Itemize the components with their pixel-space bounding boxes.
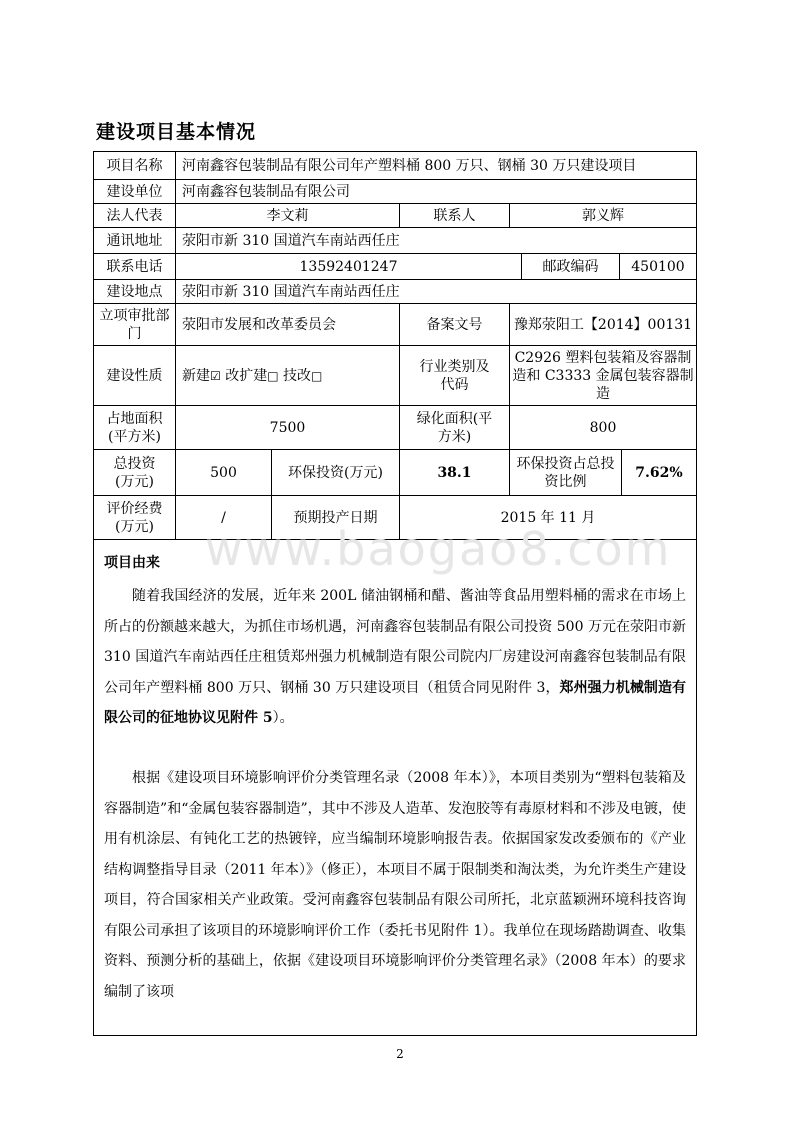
invest-label: 总投资(万元): [94, 450, 176, 496]
legal-value: 李文莉: [176, 204, 400, 228]
area-value: 7500: [176, 406, 400, 450]
filing-value: 豫郑荥阳工【2014】00131: [510, 304, 696, 346]
address-value: 荥阳市新 310 国道汽车南站西任庄: [176, 228, 696, 254]
paragraph-1-bold: 郑州强力机械制造有限公司的征地协议见附件 5: [104, 679, 686, 726]
approval-value: 荥阳市发展和改革委员会: [176, 304, 400, 346]
paragraph-2: 根据《建设项目环境影响评价分类管理名录（2008 年本）》，本项目类别为“塑料包装箱及容器制造”和“金属包装容器制造”，其中不涉及人造革、发泡胶等有毒原材料和不涉及电镀，使用有机涂层、有钝化工艺的热镀锌，应当编制环境影响报告表。依据国家发改委颁布的《产业结构调整指导目录（2011 年本）》（修正），本项目不属于限制类和淘汰类，为允许类生产建设项目，符合国家相关产业政策。受河南鑫容包装制品有限公司所托，北京蓝颖洲环境科技咨询有限公司承担了该项目的环境影响评价工作（委托书见附件 1）。我单位在现场踏勘调查、收集资料、预测分析的基础上，依据《建设项目环境影响评价分类管理名录》（2008 年本）的要求编制了该项: [104, 770, 686, 1000]
fee-label: 评价经费(万元): [94, 496, 176, 540]
phone-value: 13592401247: [176, 254, 522, 280]
green-value: 800: [510, 406, 696, 450]
legal-label: 法人代表: [94, 204, 176, 228]
env-invest-label: 环保投资(万元): [272, 450, 400, 496]
nature-value: [176, 346, 400, 406]
watermark: www.baogao8.com: [205, 522, 672, 576]
project-name-value: 河南鑫容包装制品有限公司年产塑料桶 800 万只、钢桶 30 万只建设项目: [176, 152, 696, 180]
nature-new: 新建: [182, 367, 210, 384]
green-label: 绿化面积(平方米): [400, 406, 510, 450]
paragraph-1: [104, 581, 686, 734]
contact-value: 郭义辉: [510, 204, 696, 228]
paragraph-1-text: 随着我国经济的发展，近年来 200L 储油钢桶和醋、酱油等食品用塑料桶的需求在市场上所占的份额越来越大，为抓住市场机遇，河南鑫容包装制品有限公司投资 500 万元在荥阳市新 310 国道汽车南站西任庄租赁郑州强力机械制造有限公司院内厂房建设河南鑫容包装制品有限公司年产塑料桶 800 万只、钢桶 30 万只建设项目（租赁合同见附件 3，: [104, 588, 686, 696]
unchecked-box-icon: □: [267, 368, 279, 383]
fee-value: /: [176, 496, 272, 540]
address-label: 通讯地址: [94, 228, 176, 254]
unit-value: 河南鑫容包装制品有限公司: [176, 180, 696, 204]
page-title: 建设项目基本情况: [96, 121, 257, 143]
area-label: 占地面积(平方米): [94, 406, 176, 450]
nature-expand: 改扩建: [225, 367, 268, 384]
contact-label: 联系人: [400, 204, 510, 228]
phone-label: 联系电话: [94, 254, 176, 280]
date-value: 2015 年 11 月: [400, 496, 696, 540]
postcode-label: 邮政编码: [522, 254, 620, 280]
unchecked-box-icon: □: [311, 368, 323, 383]
site-label: 建设地点: [94, 280, 176, 304]
ratio-label: 环保投资占总投资比例: [510, 450, 622, 496]
industry-label: 行业类别及代码: [400, 346, 510, 406]
ratio-value: 7.62%: [622, 450, 696, 496]
postcode-value: 450100: [620, 254, 696, 280]
checked-box-icon: ☑: [210, 368, 221, 383]
unit-label: 建设单位: [94, 180, 176, 204]
industry-value: C2926 塑料包装箱及容器制造和 C3333 金属包装容器制造: [510, 346, 696, 406]
page-number: 2: [396, 1047, 404, 1061]
nature-tech: 技改: [283, 367, 312, 384]
invest-value: 500: [176, 450, 272, 496]
nature-label: 建设性质: [94, 346, 176, 406]
project-name-label: 项目名称: [94, 152, 176, 180]
section-title: 项目由来: [104, 555, 160, 571]
site-value: 荥阳市新 310 国道汽车南站西任庄: [176, 280, 696, 304]
date-label: 预期投产日期: [272, 496, 400, 540]
filing-label: 备案文号: [400, 304, 510, 346]
paragraph-1-end: ）。: [272, 710, 294, 726]
approval-label: 立项审批部门: [94, 304, 176, 346]
env-invest-value: 38.1: [400, 450, 510, 496]
